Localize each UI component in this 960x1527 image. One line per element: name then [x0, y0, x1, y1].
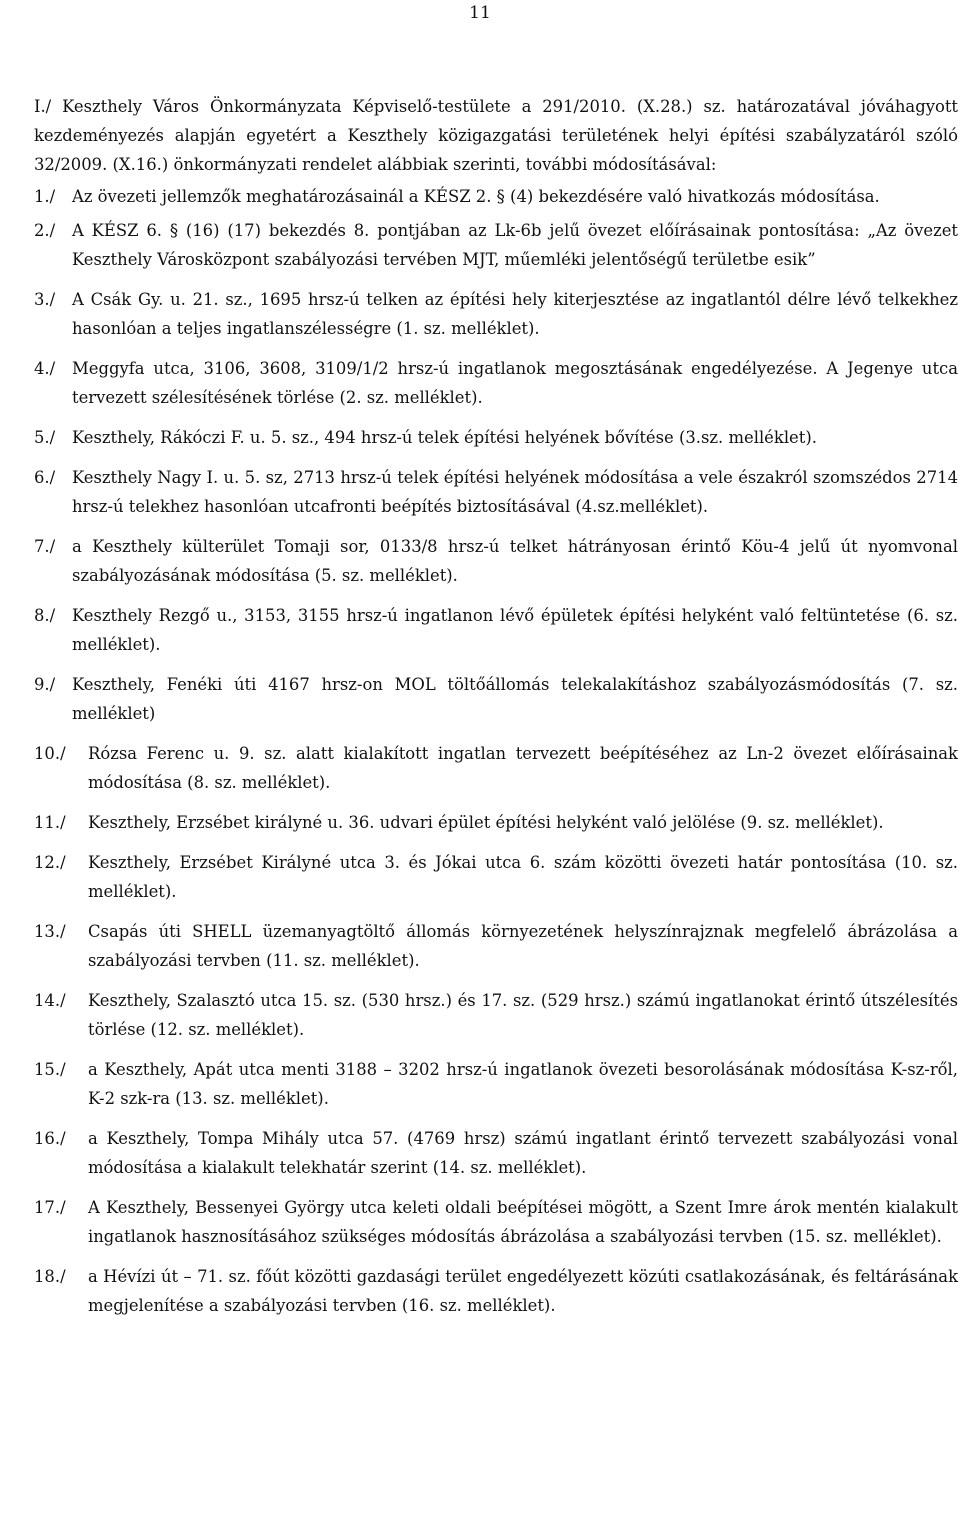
list-item-number: 11./	[34, 813, 66, 832]
list-item	[34, 354, 958, 412]
list-item	[34, 182, 958, 211]
list-item-text: Keszthely, Erzsébet királyné u. 36. udvari épület építési helyként való jelölése (9. sz. melléklet).	[88, 813, 884, 832]
list-item-text: Keszthely, Rákóczi F. u. 5. sz., 494 hrsz-ú telek építési helyének bővítése (3.sz. melléklet).	[72, 428, 817, 447]
list-item-number: 10./	[34, 744, 66, 763]
list-item-text: a Keszthely külterület Tomaji sor, 0133/8 hrsz-ú telket hátrányosan érintő Köu-4 jelű út nyomvonal szabályozásának módosítása (5. sz. melléklet).	[72, 537, 958, 585]
list-item-number: 4./	[34, 359, 56, 378]
list-item	[34, 285, 958, 343]
list-item	[34, 1124, 958, 1182]
list-item-number: 5./	[34, 428, 56, 447]
list-item	[34, 216, 958, 274]
list-item	[34, 917, 958, 975]
list-item-number: 7./	[34, 537, 56, 556]
list-item-number: 14./	[34, 991, 66, 1010]
list-item	[34, 670, 958, 728]
list-item-number: 18./	[34, 1267, 66, 1286]
list-item-number: 2./	[34, 221, 56, 240]
list-item-text: A Keszthely, Bessenyei György utca keleti oldali beépítései mögött, a Szent Imre árok mentén kialakult ingatlanok hasznosításához szükséges módosítás ábrázolása a szabályozási tervben (15. sz. melléklet).	[88, 1198, 958, 1246]
list-item-number: 16./	[34, 1129, 66, 1148]
list-item-number: 6./	[34, 468, 56, 487]
list-item-text: Keszthely, Erzsébet Királyné utca 3. és Jókai utca 6. szám közötti övezeti határ pontosítása (10. sz. melléklet).	[88, 853, 958, 901]
list-item-text: A KÉSZ 6. § (16) (17) bekezdés 8. pontjában az Lk-6b jelű övezet előírásainak pontosítása: „Az övezet Keszthely Városközpont szabályozási tervében MJT, műemléki jelentőségű területbe esik”	[72, 221, 958, 269]
list-item-text: A Csák Gy. u. 21. sz., 1695 hrsz-ú telken az építési hely kiterjesztése az ingatlantól délre lévő telkekhez hasonlóan a teljes ingatlanszélességre (1. sz. melléklet).	[72, 290, 958, 338]
list-item-text: a Keszthely, Tompa Mihály utca 57. (4769 hrsz) számú ingatlant érintő tervezett szabályozási vonal módosítása a kialakult telekhatár szerint (14. sz. melléklet).	[88, 1129, 958, 1177]
list-item-text: Az övezeti jellemzők meghatározásainál a KÉSZ 2. § (4) bekezdésére való hivatkozás módosítása.	[72, 187, 880, 206]
list-item	[34, 986, 958, 1044]
list-item-number: 17./	[34, 1198, 66, 1217]
list-item	[34, 1055, 958, 1113]
list-item	[34, 463, 958, 521]
list-item	[34, 848, 958, 906]
list-item	[34, 601, 958, 659]
list-item-text: Keszthely, Szalasztó utca 15. sz. (530 hrsz.) és 17. sz. (529 hrsz.) számú ingatlanokat érintő útszélesítés törlése (12. sz. melléklet).	[88, 991, 958, 1039]
list-item	[34, 1193, 958, 1251]
list-item-number: 3./	[34, 290, 56, 309]
list-item	[34, 808, 958, 837]
list-item	[34, 532, 958, 590]
list-item-text: Csapás úti SHELL üzemanyagtöltő állomás környezetének helyszínrajznak megfelelő ábrázolása a szabályozási tervben (11. sz. melléklet).	[88, 922, 958, 970]
list-item-number: 13./	[34, 922, 66, 941]
list-item-number: 1./	[34, 187, 56, 206]
intro-paragraph: I./ Keszthely Város Önkormányzata Képviselő-testülete a 291/2010. (X.28.) sz. határozatával jóváhagyott kezdeményezés alapján egyetért a Keszthely közigazgatási területének helyi építési szabályzatáról szóló 32/2009. (X.16.) önkormányzati rendelet alábbiak szerinti, további módosításával:	[34, 97, 958, 174]
document-body	[34, 92, 958, 1331]
list-item-text: a Keszthely, Apát utca menti 3188 – 3202 hrsz-ú ingatlanok övezeti besorolásának módosítása K-sz-ről, K-2 szk-ra (13. sz. melléklet).	[88, 1060, 958, 1108]
list-item-number: 8./	[34, 606, 56, 625]
list-item-text: a Hévízi út – 71. sz. főút közötti gazdasági terület engedélyezett közúti csatlakozásának, és feltárásának megjelenítése a szabályozási tervben (16. sz. melléklet).	[88, 1267, 958, 1315]
numbered-list	[34, 182, 958, 1320]
list-item-text: Keszthely Rezgő u., 3153, 3155 hrsz-ú ingatlanon lévő épületek építési helyként való feltüntetése (6. sz. melléklet).	[72, 606, 958, 654]
list-item-number: 12./	[34, 853, 66, 872]
page-number: 11	[469, 3, 491, 23]
list-item-text: Meggyfa utca, 3106, 3608, 3109/1/2 hrsz-ú ingatlanok megosztásának engedélyezése. A Jegenye utca tervezett szélesítésének törlése (2. sz. melléklet).	[72, 359, 958, 407]
list-item	[34, 739, 958, 797]
list-item-number: 9./	[34, 675, 56, 694]
list-item-text: Keszthely, Fenéki úti 4167 hrsz-on MOL töltőállomás telekalakításhoz szabályozásmódosítás (7. sz. melléklet)	[72, 675, 958, 723]
list-item-number: 15./	[34, 1060, 66, 1079]
list-item-text: Keszthely Nagy I. u. 5. sz, 2713 hrsz-ú telek építési helyének módosítása a vele északról szomszédos 2714 hrsz-ú telekhez hasonlóan utcafronti beépítés biztosításával (4.sz.melléklet).	[72, 468, 958, 516]
list-item	[34, 1262, 958, 1320]
list-item	[34, 423, 958, 452]
list-item-text: Rózsa Ferenc u. 9. sz. alatt kialakított ingatlan tervezett beépítéséhez az Ln-2 övezet előírásainak módosítása (8. sz. melléklet).	[88, 744, 958, 792]
